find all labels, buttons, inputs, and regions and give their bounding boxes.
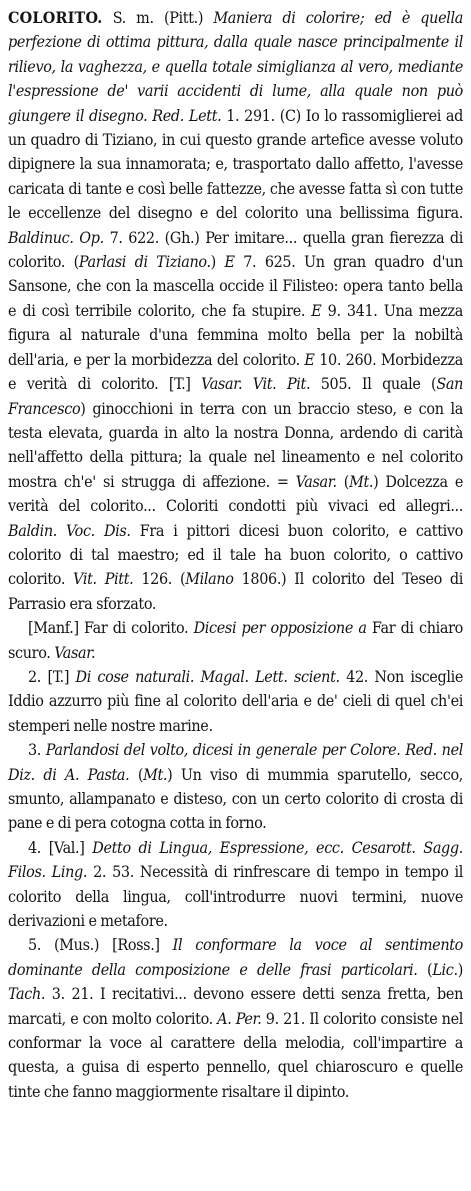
entry-sense-2: [8, 665, 463, 738]
italic-text: Baldin. Voc. Dis.: [8, 520, 131, 540]
italic-text: Parlasi di Tiziano.: [78, 252, 211, 272]
entry-text: 505. Il quale (: [310, 374, 437, 394]
italic-text: E: [304, 349, 315, 369]
entry-text: Far di chiaro scuro.: [8, 618, 463, 662]
italic-text: Di cose naturali. Magal. Lett. scient.: [75, 666, 340, 686]
entry-text: 3.: [28, 740, 46, 760]
entry-text: ): [210, 252, 225, 272]
dictionary-entry: [8, 6, 463, 1104]
entry-text: 10. 260. Morbidezza e verità di colorito. [T.]: [8, 349, 463, 394]
entry-sense-4: [8, 836, 463, 934]
italic-text: A. Per.: [217, 1008, 262, 1028]
entry-text: 3. 21. I recitativi... devono essere detti senza fretta, ben marcati, e con molto colorito.: [8, 984, 463, 1028]
italic-text: Vit. Pitt.: [73, 569, 134, 589]
italic-text: Dicesi per opposizione a: [193, 618, 367, 638]
italic-text: Maniera di colorire; ed è quella perfezione di ottima pittura, dalla quale nasce principalmente il rilievo, la vaghezza, e quella totale simiglianza al vero, mediante l'espressione de' varii accidenti di lume, alla quale non può giungere il disegno.: [8, 8, 463, 125]
italic-text: E: [224, 252, 235, 272]
entry-text: 5. (Mus.) [Ross.]: [28, 935, 173, 955]
italic-text: Detto di Lingua, Espressione, ecc. Cesarott. Sagg. Filos. Ling.: [8, 837, 463, 882]
entry-text: (: [336, 471, 350, 491]
entry-definition-main: [8, 6, 463, 616]
italic-text: E: [311, 300, 322, 320]
entry-sense-3: [8, 738, 463, 836]
italic-text: Lic.: [432, 959, 458, 979]
entry-text: 9. 341. Una mezza figura al naturale d'una femmina molto bella per la nobiltà dell'aria, e per la morbidezza del colorito.: [8, 300, 463, 369]
headword: COLORITO.: [8, 8, 103, 27]
italic-text: Tach.: [8, 984, 46, 1004]
italic-text: Vasar.: [295, 471, 337, 491]
entry-text: 1806.) Il colorito del Teseo di Parrasio era sforzato.: [8, 569, 463, 613]
italic-text: Mt.: [143, 764, 168, 784]
italic-text: San Francesco: [8, 374, 463, 418]
italic-text: Vasar.: [54, 642, 96, 662]
italic-text: Baldinuc. Op.: [8, 227, 104, 247]
entry-text: 7. 625. Un gran quadro d'un Sansone, che con la mascella occide il Filisteo: opera tanto bella e di così terribile colorito, che fa stupire.: [8, 252, 463, 320]
entry-text: Fra i pittori dicesi buon colorito, e cattivo colorito di tal maestro; ed il tale ha buon colorito, o cattivo colorito.: [8, 520, 463, 589]
entry-text: ) ginocchioni in terra con un braccio steso, e con la testa elevata, guarda in alto la nostra Donna, ardendo di carità nell'affetto della pittura; la quale nel lineamento e nel colorito mostra ch'e' si strugga di affezione. =: [8, 398, 463, 491]
italic-text: Parlandosi del volto, dicesi in generale per Colore. Red. nel Diz. di A. Pasta.: [8, 740, 463, 784]
italic-text: Mt.: [349, 471, 374, 491]
entry-text: 1. 291. (C) Io lo rassomiglierei ad un quadro di Tiziano, in cui questo grande artefice avesse voluto dipignere la sua innamorata; e, trasportato dallo affetto, l'avesse caricata di tante e così belle fattezze, che avesse fatta sì con tutte le eccellenze del disegno e del colorito una bellissima figura.: [8, 105, 463, 223]
italic-text: Il conformare la voce al sentimento dominante della composizione e delle frasi particolari.: [8, 935, 463, 979]
italic-text: Milano: [185, 569, 234, 589]
italic-text: Red. Lett.: [152, 105, 222, 125]
entry-text: (: [417, 959, 433, 979]
entry-text: ) Dolcezza e verità del colorito... Coloriti condotti più vivaci ed allegri...: [8, 471, 463, 516]
italic-text: Vasar. Vit. Pit.: [201, 374, 311, 394]
entry-text: 126. (: [133, 569, 186, 589]
entry-sense-5: [8, 933, 463, 1104]
entry-sense-manf: [8, 616, 463, 665]
entry-text: S. m. (Pitt.): [102, 8, 214, 27]
entry-text: 4. [Val.]: [28, 837, 93, 857]
entry-text: ): [457, 959, 463, 979]
entry-text: 2. 53. Necessità di rinfrescare di tempo in tempo il colorito della lingua, coll'introdurre nuovi termini, nuove derivazioni e metafore.: [8, 862, 463, 931]
entry-text: [Manf.] Far di colorito.: [28, 618, 194, 638]
entry-text: 7. 622. (Gh.) Per imitare... quella gran fierezza di colorito. (: [8, 227, 464, 272]
entry-text: (: [129, 764, 144, 784]
entry-text: 42. Non isceglie Iddio azzurro più fine al colorito dell'aria e de' cieli di quel ch'ei stemperi nelle nostre marine.: [8, 666, 464, 735]
entry-text: 2. [T.]: [28, 666, 76, 686]
entry-text: 9. 21. Il colorito consiste nel conformar la voce al carattere della melodia, coll'impartire a questa, a guisa di esperto pennello, quel chiaroscuro e quelle tinte che fanno maggiormente risaltare il dipinto.: [8, 1008, 463, 1101]
entry-text: ) Un viso di mummia sparutello, secco, smunto, allampanato e disteso, con un certo colorito di crosta di pane e di pera cotogna cotta in forno.: [8, 764, 463, 833]
